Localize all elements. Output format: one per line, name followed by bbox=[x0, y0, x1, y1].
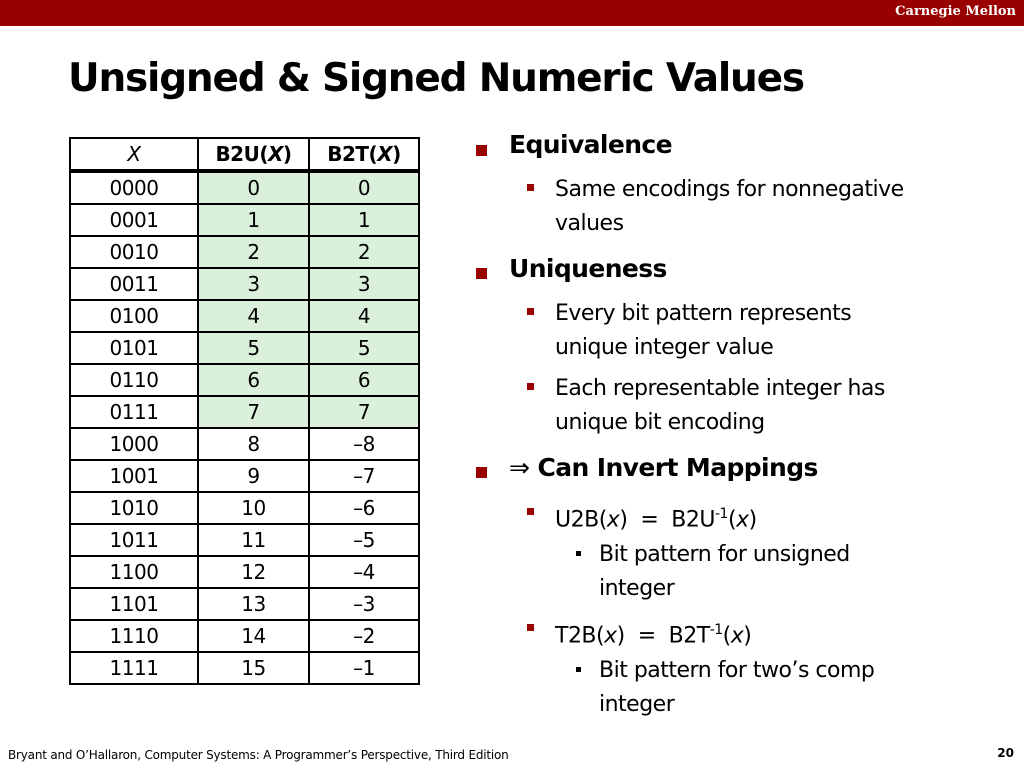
cell-x: 0110 bbox=[70, 364, 198, 396]
cell-b2u: 8 bbox=[198, 428, 309, 460]
u2b-formula: $U2B(x) = B2U^{-1}(x)$ bbox=[555, 506, 757, 533]
cell-b2t: 0 bbox=[309, 171, 419, 204]
encoding-table bbox=[69, 137, 420, 685]
u2b-desc-line2: integer bbox=[599, 576, 675, 601]
bullet-heading-equivalence: Equivalence bbox=[509, 130, 673, 159]
cell-b2u: 11 bbox=[198, 524, 309, 556]
cell-b2t: –5 bbox=[309, 524, 419, 556]
u2b-desc-line1: Bit pattern for unsigned bbox=[599, 542, 850, 567]
t2b-desc-line1: Bit pattern for two’s comp bbox=[599, 658, 875, 683]
cell-x: 0010 bbox=[70, 236, 198, 268]
cell-b2t: –4 bbox=[309, 556, 419, 588]
cell-x: 1111 bbox=[70, 652, 198, 684]
table-row bbox=[70, 524, 419, 556]
table-row bbox=[70, 588, 419, 620]
cell-b2t: 2 bbox=[309, 236, 419, 268]
table-row bbox=[70, 364, 419, 396]
cell-b2u: 14 bbox=[198, 620, 309, 652]
invert-heading-text: Can Invert Mappings bbox=[537, 453, 818, 482]
slide-title: Unsigned & Signed Numeric Values bbox=[68, 56, 804, 101]
equivalence-text-line2: values bbox=[555, 211, 624, 236]
cell-b2u: 13 bbox=[198, 588, 309, 620]
table-row bbox=[70, 492, 419, 524]
cell-b2u: 7 bbox=[198, 396, 309, 428]
cell-b2u: 12 bbox=[198, 556, 309, 588]
bullet-square-icon bbox=[476, 145, 487, 156]
cell-x: 1110 bbox=[70, 620, 198, 652]
cell-b2t: 5 bbox=[309, 332, 419, 364]
table-row bbox=[70, 332, 419, 364]
table-row bbox=[70, 652, 419, 684]
table-row bbox=[70, 204, 419, 236]
cell-x: 0111 bbox=[70, 396, 198, 428]
cell-x: 1000 bbox=[70, 428, 198, 460]
page-number: 20 bbox=[997, 746, 1014, 760]
header-bar bbox=[0, 0, 1024, 26]
uniqueness-text1-line2: unique integer value bbox=[555, 335, 774, 360]
org-name: Carnegie Mellon bbox=[895, 4, 1016, 19]
cell-b2t: 7 bbox=[309, 396, 419, 428]
cell-b2t: –2 bbox=[309, 620, 419, 652]
cell-b2t: 6 bbox=[309, 364, 419, 396]
cell-b2t: 3 bbox=[309, 268, 419, 300]
cell-b2t: 1 bbox=[309, 204, 419, 236]
cell-x: 0000 bbox=[70, 171, 198, 204]
uniqueness-text2-line1: Each representable integer has bbox=[555, 376, 885, 401]
t2b-desc-line2: integer bbox=[599, 692, 675, 717]
sub-bullet-square-icon bbox=[527, 383, 534, 390]
table-row bbox=[70, 171, 419, 204]
footer-citation: Bryant and O’Hallaron, Computer Systems: A Programmer’s Perspective, Third Edition bbox=[8, 748, 509, 762]
header-b2t: B2T(X) bbox=[309, 138, 419, 171]
cell-x: 1011 bbox=[70, 524, 198, 556]
cell-b2t: –1 bbox=[309, 652, 419, 684]
sub-bullet-square-icon bbox=[527, 508, 534, 515]
table-row bbox=[70, 396, 419, 428]
cell-b2t: –7 bbox=[309, 460, 419, 492]
cell-b2u: 15 bbox=[198, 652, 309, 684]
cell-b2t: 4 bbox=[309, 300, 419, 332]
sub-bullet-square-icon bbox=[527, 308, 534, 315]
cell-b2u: 0 bbox=[198, 171, 309, 204]
table-row bbox=[70, 428, 419, 460]
implies-arrow-icon: ⇒ bbox=[509, 453, 530, 482]
sub-bullet-square-icon bbox=[527, 624, 534, 631]
table-row bbox=[70, 236, 419, 268]
sub-sub-bullet-square-icon bbox=[576, 551, 581, 556]
cell-b2u: 9 bbox=[198, 460, 309, 492]
cell-x: 1001 bbox=[70, 460, 198, 492]
table-row bbox=[70, 268, 419, 300]
uniqueness-text1-line1: Every bit pattern represents bbox=[555, 301, 852, 326]
cell-x: 0011 bbox=[70, 268, 198, 300]
table-header-row bbox=[70, 138, 419, 171]
cell-b2t: –6 bbox=[309, 492, 419, 524]
table-row bbox=[70, 620, 419, 652]
bullet-heading-invert bbox=[509, 453, 818, 482]
cell-b2t: –8 bbox=[309, 428, 419, 460]
table-row bbox=[70, 460, 419, 492]
cell-x: 1101 bbox=[70, 588, 198, 620]
cell-x: 1010 bbox=[70, 492, 198, 524]
t2b-formula: $T2B(x) = B2T^{-1}(x)$ bbox=[555, 622, 752, 649]
table-row bbox=[70, 300, 419, 332]
bullet-heading-uniqueness: Uniqueness bbox=[509, 254, 667, 283]
header-x: X bbox=[70, 138, 198, 171]
cell-b2u: 1 bbox=[198, 204, 309, 236]
uniqueness-text2-line2: unique bit encoding bbox=[555, 410, 765, 435]
cell-x: 0001 bbox=[70, 204, 198, 236]
cell-b2u: 2 bbox=[198, 236, 309, 268]
cell-x: 0100 bbox=[70, 300, 198, 332]
cell-x: 0101 bbox=[70, 332, 198, 364]
header-b2u: B2U(X) bbox=[198, 138, 309, 171]
cell-x: 1100 bbox=[70, 556, 198, 588]
sub-bullet-square-icon bbox=[527, 184, 534, 191]
bullet-square-icon bbox=[476, 467, 487, 478]
cell-b2u: 10 bbox=[198, 492, 309, 524]
equivalence-text-line1: Same encodings for nonnegative bbox=[555, 177, 904, 202]
table-row bbox=[70, 556, 419, 588]
cell-b2u: 6 bbox=[198, 364, 309, 396]
cell-b2t: –3 bbox=[309, 588, 419, 620]
sub-sub-bullet-square-icon bbox=[576, 667, 581, 672]
cell-b2u: 3 bbox=[198, 268, 309, 300]
cell-b2u: 4 bbox=[198, 300, 309, 332]
bullet-square-icon bbox=[476, 268, 487, 279]
cell-b2u: 5 bbox=[198, 332, 309, 364]
